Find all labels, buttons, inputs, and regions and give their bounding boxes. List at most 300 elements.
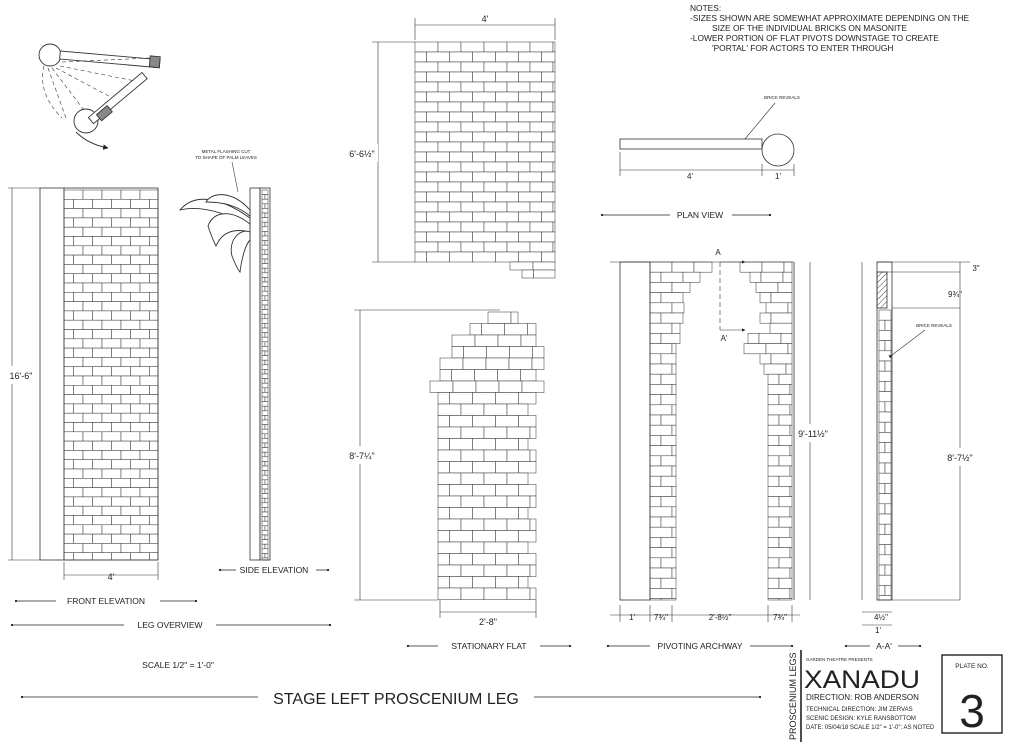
brick: [102, 357, 121, 366]
brick: [661, 415, 676, 425]
brick: [262, 503, 268, 508]
brick: [507, 62, 530, 72]
brick: [265, 369, 268, 374]
brick: [64, 367, 74, 376]
brick: [262, 411, 268, 416]
brick: [438, 416, 450, 428]
brick: [650, 415, 661, 425]
brick: [519, 152, 542, 162]
brick: [450, 462, 473, 474]
brick: [473, 252, 496, 262]
brick: [93, 516, 112, 525]
brick: [790, 466, 792, 476]
brick: [112, 516, 131, 525]
brick: [74, 330, 93, 339]
brick: [427, 252, 450, 262]
brick: [64, 543, 83, 552]
brick: [879, 596, 891, 600]
top-flat-width-dimension: 4': [481, 14, 489, 24]
brick: [487, 347, 510, 359]
brick: [496, 577, 519, 589]
brick: [112, 423, 131, 432]
brick: [121, 506, 140, 515]
pivot-sketch: [39, 44, 160, 148]
brick: [83, 525, 102, 534]
brick: [499, 381, 522, 393]
brick: [112, 330, 131, 339]
brick: [415, 142, 438, 152]
brick: [121, 395, 140, 404]
brick: [507, 122, 530, 132]
brick: [473, 554, 496, 566]
brick: [672, 588, 676, 598]
brick: [262, 268, 265, 273]
brick: [74, 311, 93, 320]
brick: [530, 222, 553, 232]
brick: [64, 516, 74, 525]
brick: [64, 385, 74, 394]
brick: [661, 293, 683, 303]
brick: [265, 526, 268, 531]
brick: [885, 545, 891, 555]
brick: [496, 416, 519, 428]
brick: [879, 422, 885, 432]
brick: [473, 152, 496, 162]
brick: [93, 497, 112, 506]
brick: [262, 443, 265, 448]
brick: [530, 450, 536, 462]
brick: [507, 427, 530, 439]
brick: [140, 413, 158, 422]
brick: [661, 476, 676, 486]
brick: [683, 272, 700, 282]
brick: [542, 112, 556, 122]
brick: [461, 404, 484, 416]
brick: [102, 376, 121, 385]
brick: [262, 480, 265, 485]
scale-note: SCALE 1/2" = 1'-0": [142, 660, 214, 670]
brick: [265, 277, 268, 282]
brick: [879, 310, 891, 320]
brick: [768, 425, 790, 435]
brick: [461, 427, 484, 439]
brick: [262, 484, 268, 489]
brick: [64, 423, 74, 432]
brick: [64, 339, 83, 348]
brick: [64, 311, 74, 320]
brick: [461, 102, 484, 112]
brick: [879, 534, 891, 544]
brick: [768, 517, 779, 527]
brick: [450, 72, 473, 82]
brick: [427, 212, 450, 222]
brick: [265, 388, 268, 393]
brick: [530, 588, 536, 600]
brick: [265, 471, 268, 476]
brick: [64, 432, 83, 441]
brick: [265, 305, 268, 310]
brick: [484, 542, 507, 554]
brick: [510, 347, 533, 359]
brick: [112, 274, 131, 283]
palm-leaves: [180, 195, 250, 272]
brick: [672, 466, 676, 476]
brick: [768, 374, 779, 384]
brick: [450, 554, 473, 566]
section-dim-1: 3": [972, 264, 980, 273]
brick: [879, 381, 885, 391]
brick: [150, 218, 159, 227]
brick: [262, 517, 265, 522]
brick: [262, 434, 265, 439]
brick: [140, 525, 158, 534]
brick: [672, 568, 676, 578]
brick: [450, 508, 473, 520]
brick: [450, 416, 473, 428]
brick: [438, 588, 461, 600]
section-width-1: 4½": [874, 613, 888, 622]
brick: [879, 361, 885, 371]
brick: [779, 374, 792, 384]
brick: [779, 537, 792, 547]
brick: [484, 450, 507, 462]
brick: [262, 300, 268, 305]
brick: [650, 558, 661, 568]
brick: [83, 450, 102, 459]
brick: [121, 357, 140, 366]
brick: [498, 370, 521, 382]
brick: [885, 361, 891, 371]
brick: [131, 441, 150, 450]
brick: [650, 446, 672, 456]
brick: [885, 381, 891, 391]
brick: [262, 259, 265, 264]
brick: [262, 461, 265, 466]
brick: [650, 466, 672, 476]
brick: [507, 182, 530, 192]
brick: [102, 339, 121, 348]
brick: [650, 507, 672, 517]
brick: [553, 222, 555, 232]
brick: [131, 218, 150, 227]
brick: [450, 212, 473, 222]
brick: [650, 527, 672, 537]
brick: [534, 270, 556, 278]
brick: [650, 323, 672, 333]
brick: [779, 395, 792, 405]
plate-number: 3: [959, 685, 985, 737]
brick: [150, 497, 159, 506]
brick: [131, 311, 150, 320]
brick: [438, 508, 450, 520]
brick: [507, 404, 528, 416]
brick: [112, 404, 131, 413]
brick: [507, 473, 528, 485]
brick: [505, 324, 528, 336]
brick-reveals-callout: BRICK REVEALS: [764, 95, 800, 100]
brick: [262, 213, 265, 218]
brick: [121, 190, 140, 199]
brick: [112, 292, 131, 301]
arch-dim-1: 1': [629, 613, 635, 622]
brick: [672, 344, 676, 354]
brick: [102, 506, 121, 515]
brick: [650, 588, 672, 598]
brick: [484, 565, 507, 577]
brick: [74, 218, 93, 227]
brick: [64, 199, 74, 208]
brick: [262, 222, 265, 227]
brick: [83, 320, 102, 329]
brick: [415, 162, 438, 172]
brick: [74, 460, 93, 469]
brick: [496, 554, 519, 566]
brick: [150, 441, 159, 450]
director-line: DIRECTION: ROB ANDERSON: [806, 693, 919, 702]
brick: [438, 393, 450, 405]
brick: [265, 231, 268, 236]
brick: [672, 548, 676, 558]
brick: [650, 405, 672, 415]
brick: [661, 333, 680, 343]
brick: [770, 323, 792, 333]
brick: [131, 478, 150, 487]
brick: [879, 371, 891, 381]
brick: [879, 351, 891, 361]
brick: [650, 456, 661, 466]
brick: [102, 302, 121, 311]
brick: [507, 42, 530, 52]
brick: [265, 213, 268, 218]
brick: [262, 544, 265, 549]
brick: [102, 488, 121, 497]
brick: [102, 469, 121, 478]
brick: [415, 112, 427, 122]
brick: [74, 274, 93, 283]
brick: [779, 578, 792, 588]
brick: [64, 237, 74, 246]
brick: [484, 473, 507, 485]
brick: [121, 376, 140, 385]
brick: [450, 52, 473, 62]
stationary-height-dimension: 8'-7¼": [349, 451, 375, 461]
brick: [150, 199, 159, 208]
brick: [771, 354, 792, 364]
brick: [768, 384, 790, 394]
brick: [140, 246, 158, 255]
brick: [262, 415, 265, 420]
brick: [450, 393, 473, 405]
brick: [131, 292, 150, 301]
brick: [885, 565, 891, 575]
brick: [102, 283, 121, 292]
brick: [265, 314, 268, 319]
brick: [790, 405, 792, 415]
brick: [262, 254, 268, 259]
brick: [650, 333, 661, 343]
brick: [262, 328, 268, 333]
brick: [265, 553, 268, 558]
brick: [112, 534, 131, 543]
brick: [415, 122, 438, 132]
brick: [64, 469, 83, 478]
brick: [473, 92, 496, 102]
brick: [484, 122, 507, 132]
brick: [265, 287, 268, 292]
brick: [879, 443, 885, 453]
brick: [530, 162, 553, 172]
brick: [790, 425, 792, 435]
brick: [879, 585, 885, 595]
brick: [879, 402, 885, 412]
brick: [542, 172, 556, 182]
arch-dim-2: 7¾": [654, 613, 668, 622]
brick: [453, 381, 476, 393]
brick: [262, 521, 268, 526]
brick: [650, 293, 661, 303]
brick: [768, 435, 779, 445]
brick: [473, 112, 496, 122]
brick: [93, 553, 112, 560]
brick: [262, 245, 268, 250]
brick: [262, 323, 265, 328]
section-label: A-A': [876, 641, 892, 651]
brick: [553, 242, 555, 252]
brick: [473, 72, 496, 82]
brick: [879, 473, 891, 483]
brick: [672, 323, 680, 333]
brick: [74, 478, 93, 487]
plan-column-dimension: 1': [775, 172, 781, 181]
brick: [522, 381, 544, 393]
brick: [64, 283, 83, 292]
brick: [262, 365, 268, 370]
brick: [879, 514, 891, 524]
brick: [83, 543, 102, 552]
brick: [83, 302, 102, 311]
brick: [496, 112, 519, 122]
brick: [131, 404, 150, 413]
brick: [140, 357, 158, 366]
brick: [262, 429, 268, 434]
brick: [74, 255, 93, 264]
plan-view-label: PLAN VIEW: [676, 210, 724, 220]
brick: [64, 274, 74, 283]
brick: [650, 568, 672, 578]
brick: [262, 277, 265, 282]
brick: [450, 485, 473, 497]
brick: [262, 333, 265, 338]
brick: [790, 568, 792, 578]
brick: [427, 52, 450, 62]
brick: [64, 264, 83, 273]
brick: [262, 291, 268, 296]
brick: [140, 283, 158, 292]
brick: [64, 320, 83, 329]
brick: [83, 488, 102, 497]
brick: [507, 496, 530, 508]
brick: [131, 255, 150, 264]
brick: [74, 348, 93, 357]
main-title: STAGE LEFT PROSCENIUM LEG: [273, 691, 519, 708]
brick: [530, 202, 553, 212]
brick: [64, 218, 74, 227]
brick: [262, 406, 265, 411]
brick: [532, 358, 544, 370]
brick: [64, 255, 74, 264]
brick: [83, 376, 102, 385]
front-width-dimension: 4': [107, 572, 115, 582]
brick: [650, 517, 661, 527]
brick: [542, 132, 556, 142]
brick: [533, 347, 545, 359]
brick: [484, 182, 507, 192]
brick: [438, 427, 461, 439]
brick: [262, 305, 265, 310]
brick: [438, 450, 461, 462]
brick: [265, 452, 268, 457]
brick: [461, 122, 484, 132]
brick: [83, 469, 102, 478]
brick: [553, 162, 555, 172]
brick: [131, 199, 150, 208]
brick: [507, 588, 530, 600]
brick: [131, 274, 150, 283]
brick: [885, 443, 891, 453]
brick: [553, 42, 555, 52]
brick: [879, 453, 891, 463]
brick: [507, 142, 530, 152]
brick: [262, 498, 265, 503]
brick: [507, 565, 530, 577]
brick: [140, 543, 158, 552]
brick: [885, 463, 891, 473]
brick: [879, 555, 891, 565]
brick: [150, 311, 159, 320]
brick-reveals-callout-2: BRICK REVEALS: [916, 323, 952, 328]
brick: [150, 330, 159, 339]
brick: [262, 540, 268, 545]
brick: [461, 182, 484, 192]
brick: [672, 446, 676, 456]
brick: [140, 209, 158, 218]
brick: [438, 485, 450, 497]
brick: [530, 242, 553, 252]
brick: [93, 348, 112, 357]
brick: [112, 311, 131, 320]
brick: [438, 142, 461, 152]
brick: [650, 476, 661, 486]
brick: [672, 303, 684, 313]
brick: [452, 347, 464, 359]
brick: [415, 102, 438, 112]
brick: [262, 457, 268, 462]
brick: [519, 416, 537, 428]
brick: [262, 190, 268, 195]
brick: [661, 599, 676, 600]
brick: [112, 441, 131, 450]
brick: [102, 264, 121, 273]
brick: [768, 527, 790, 537]
brick: [121, 432, 140, 441]
brick: [496, 462, 519, 474]
brick: [83, 190, 102, 199]
brick: [131, 385, 150, 394]
brick: [530, 42, 553, 52]
brick: [748, 333, 759, 343]
brick: [74, 404, 93, 413]
brick: [740, 262, 762, 272]
